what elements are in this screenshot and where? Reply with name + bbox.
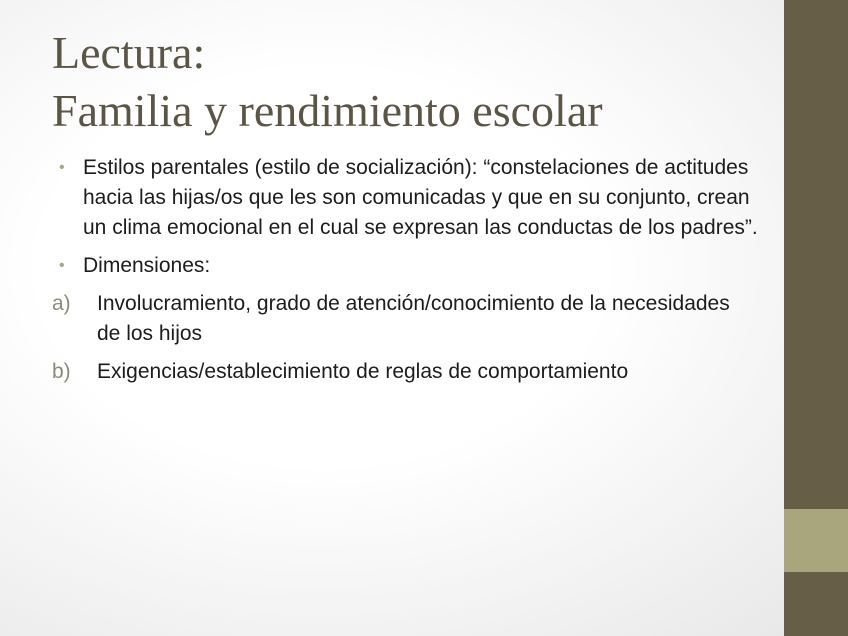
slide-body xyxy=(52,153,758,395)
slide-title-line-2: Familia y rendimiento escolar xyxy=(52,85,603,136)
bullet-icon: • xyxy=(59,257,65,274)
bullet-item-estilos xyxy=(58,153,758,243)
slide-title xyxy=(52,24,772,140)
list-item-text: Exigencias/establecimiento de reglas de comportamiento xyxy=(97,360,629,383)
list-item-a xyxy=(52,289,758,349)
list-marker: a) xyxy=(52,292,71,315)
decorative-sidebar-accent xyxy=(784,509,848,572)
list-marker: b) xyxy=(52,360,71,383)
decorative-sidebar xyxy=(784,0,848,636)
slide-title-line-1: Lectura: xyxy=(52,27,206,78)
list-item-b xyxy=(52,357,758,387)
bullet-text: Dimensiones: xyxy=(83,254,211,277)
bullet-item-dimensiones xyxy=(58,251,758,281)
list-item-text: Involucramiento, grado de atención/conocimiento de la necesidades de los hijos xyxy=(97,292,730,345)
bullet-text: Estilos parentales (estilo de socialización): “constelaciones de actitudes hacia las hijas/os que les son comunicadas y que en su conjunto, crean un clima emocional en el cual se expresan las conductas de los padres”. xyxy=(83,156,758,239)
bullet-icon: • xyxy=(59,159,65,176)
